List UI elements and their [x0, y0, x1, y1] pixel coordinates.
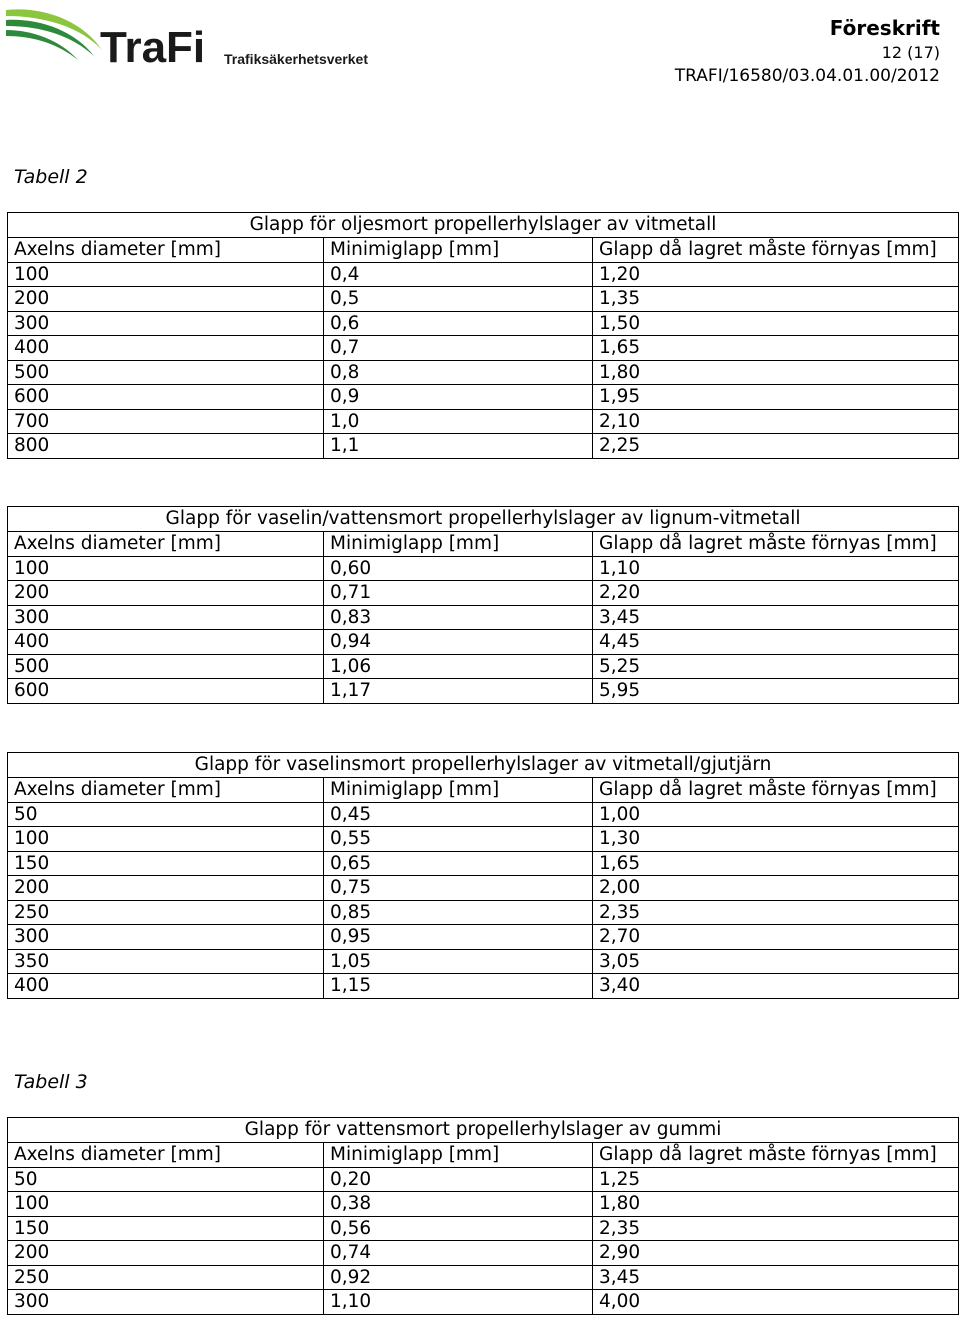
- cell-diameter: 100: [8, 827, 324, 852]
- logo-wordmark: TraFi: [100, 23, 206, 66]
- table-row: [8, 1265, 959, 1290]
- cell-diameter: 200: [8, 287, 324, 312]
- table-row: [8, 385, 959, 410]
- cell-renewal-clearance: 1,25: [593, 1167, 959, 1192]
- cell-min-clearance: 0,92: [324, 1265, 593, 1290]
- cell-min-clearance: 0,83: [324, 605, 593, 630]
- cell-diameter: 400: [8, 974, 324, 999]
- table-row: [8, 802, 959, 827]
- cell-renewal-clearance: 3,45: [593, 605, 959, 630]
- cell-min-clearance: 1,10: [324, 1290, 593, 1315]
- table-row: [8, 1192, 959, 1217]
- cell-renewal-clearance: 1,50: [593, 311, 959, 336]
- cell-renewal-clearance: 1,00: [593, 802, 959, 827]
- cell-diameter: 50: [8, 1167, 324, 1192]
- table-title-row: [8, 213, 959, 238]
- table-title-row: [8, 507, 959, 532]
- cell-diameter: 200: [8, 876, 324, 901]
- cell-diameter: 300: [8, 605, 324, 630]
- table-row: [8, 287, 959, 312]
- cell-min-clearance: 0,55: [324, 827, 593, 852]
- header-renewal-clearance: Glapp då lagret måste förnyas [mm]: [593, 1143, 959, 1168]
- cell-renewal-clearance: 5,95: [593, 679, 959, 704]
- cell-min-clearance: 0,5: [324, 287, 593, 312]
- cell-min-clearance: 0,60: [324, 556, 593, 581]
- cell-renewal-clearance: 1,65: [593, 336, 959, 361]
- cell-renewal-clearance: 2,00: [593, 876, 959, 901]
- header-min-clearance: Minimiglapp [mm]: [324, 238, 593, 263]
- table-row: [8, 605, 959, 630]
- cell-diameter: 200: [8, 581, 324, 606]
- table-row: [8, 1167, 959, 1192]
- cell-diameter: 150: [8, 851, 324, 876]
- trafi-logo: [2, 2, 392, 66]
- cell-min-clearance: 0,71: [324, 581, 593, 606]
- table-row: [8, 1216, 959, 1241]
- document-type: Föreskrift: [829, 16, 940, 40]
- cell-renewal-clearance: 1,20: [593, 262, 959, 287]
- cell-min-clearance: 0,85: [324, 900, 593, 925]
- cell-renewal-clearance: 1,80: [593, 360, 959, 385]
- cell-renewal-clearance: 5,25: [593, 654, 959, 679]
- cell-diameter: 300: [8, 1290, 324, 1315]
- table-row: [8, 556, 959, 581]
- cell-diameter: 400: [8, 336, 324, 361]
- cell-renewal-clearance: 3,40: [593, 974, 959, 999]
- cell-renewal-clearance: 4,45: [593, 630, 959, 655]
- cell-min-clearance: 0,38: [324, 1192, 593, 1217]
- cell-min-clearance: 1,0: [324, 409, 593, 434]
- document-reference: TRAFI/16580/03.04.01.00/2012: [674, 66, 940, 86]
- table-2-caption: Tabell 2: [14, 166, 88, 188]
- header-diameter: Axelns diameter [mm]: [8, 238, 324, 263]
- table-row: [8, 876, 959, 901]
- cell-diameter: 700: [8, 409, 324, 434]
- table-row: [8, 630, 959, 655]
- table-row: [8, 654, 959, 679]
- table-row: [8, 974, 959, 999]
- header-renewal-clearance: Glapp då lagret måste förnyas [mm]: [593, 532, 959, 557]
- cell-min-clearance: 0,7: [324, 336, 593, 361]
- cell-renewal-clearance: 2,90: [593, 1241, 959, 1266]
- cell-diameter: 250: [8, 1265, 324, 1290]
- table-row: [8, 311, 959, 336]
- trafi-logo-mark: [2, 2, 392, 66]
- cell-min-clearance: 0,95: [324, 925, 593, 950]
- table-title-row: [8, 753, 959, 778]
- cell-diameter: 400: [8, 630, 324, 655]
- cell-renewal-clearance: 2,35: [593, 1216, 959, 1241]
- cell-diameter: 200: [8, 1241, 324, 1266]
- cell-diameter: 300: [8, 925, 324, 950]
- table-header-row: [8, 532, 959, 557]
- cell-min-clearance: 1,06: [324, 654, 593, 679]
- cell-min-clearance: 0,56: [324, 1216, 593, 1241]
- table-3-caption: Tabell 3: [14, 1071, 88, 1093]
- cell-renewal-clearance: 1,10: [593, 556, 959, 581]
- table-title: Glapp för oljesmort propellerhylslager av vitmetall: [8, 213, 959, 238]
- cell-min-clearance: 0,45: [324, 802, 593, 827]
- cell-renewal-clearance: 2,10: [593, 409, 959, 434]
- cell-diameter: 100: [8, 262, 324, 287]
- cell-renewal-clearance: 2,25: [593, 434, 959, 459]
- header-min-clearance: Minimiglapp [mm]: [324, 778, 593, 803]
- table-row: [8, 1290, 959, 1315]
- cell-renewal-clearance: 1,35: [593, 287, 959, 312]
- cell-diameter: 300: [8, 311, 324, 336]
- table-header-row: [8, 778, 959, 803]
- cell-min-clearance: 1,17: [324, 679, 593, 704]
- cell-diameter: 600: [8, 679, 324, 704]
- table-header-row: [8, 1143, 959, 1168]
- cell-renewal-clearance: 2,35: [593, 900, 959, 925]
- table-row: [8, 827, 959, 852]
- cell-renewal-clearance: 1,95: [593, 385, 959, 410]
- header-renewal-clearance: Glapp då lagret måste förnyas [mm]: [593, 778, 959, 803]
- cell-min-clearance: 0,75: [324, 876, 593, 901]
- table-row: [8, 1241, 959, 1266]
- clearance-table-rubber-water: [7, 1117, 959, 1315]
- table-row: [8, 851, 959, 876]
- table-row: [8, 336, 959, 361]
- cell-min-clearance: 0,20: [324, 1167, 593, 1192]
- cell-min-clearance: 0,6: [324, 311, 593, 336]
- table-row: [8, 900, 959, 925]
- header-diameter: Axelns diameter [mm]: [8, 532, 324, 557]
- cell-min-clearance: 0,4: [324, 262, 593, 287]
- cell-diameter: 100: [8, 1192, 324, 1217]
- cell-renewal-clearance: 1,80: [593, 1192, 959, 1217]
- cell-renewal-clearance: 3,05: [593, 949, 959, 974]
- cell-min-clearance: 1,1: [324, 434, 593, 459]
- cell-diameter: 250: [8, 900, 324, 925]
- table-row: [8, 409, 959, 434]
- clearance-table-whitemetal-oil: [7, 212, 959, 459]
- header-diameter: Axelns diameter [mm]: [8, 1143, 324, 1168]
- cell-renewal-clearance: 2,20: [593, 581, 959, 606]
- cell-diameter: 600: [8, 385, 324, 410]
- header-min-clearance: Minimiglapp [mm]: [324, 532, 593, 557]
- cell-min-clearance: 1,05: [324, 949, 593, 974]
- cell-diameter: 500: [8, 654, 324, 679]
- agency-name: Trafiksäkerhetsverket: [224, 51, 368, 66]
- cell-renewal-clearance: 2,70: [593, 925, 959, 950]
- clearance-table-whitemetal-castiron: [7, 752, 959, 999]
- table-row: [8, 262, 959, 287]
- cell-diameter: 50: [8, 802, 324, 827]
- clearance-table-lignum-vaseline: [7, 506, 959, 704]
- cell-renewal-clearance: 1,65: [593, 851, 959, 876]
- table-title-row: [8, 1118, 959, 1143]
- cell-min-clearance: 0,9: [324, 385, 593, 410]
- page-number: 12 (17): [881, 43, 940, 62]
- cell-renewal-clearance: 1,30: [593, 827, 959, 852]
- table-row: [8, 434, 959, 459]
- table-title: Glapp för vaselinsmort propellerhylslager av vitmetall/gjutjärn: [8, 753, 959, 778]
- table-row: [8, 679, 959, 704]
- cell-min-clearance: 0,8: [324, 360, 593, 385]
- table-title: Glapp för vattensmort propellerhylslager av gummi: [8, 1118, 959, 1143]
- cell-renewal-clearance: 4,00: [593, 1290, 959, 1315]
- table-title: Glapp för vaselin/vattensmort propellerhylslager av lignum-vitmetall: [8, 507, 959, 532]
- table-row: [8, 949, 959, 974]
- cell-diameter: 500: [8, 360, 324, 385]
- cell-min-clearance: 1,15: [324, 974, 593, 999]
- header-renewal-clearance: Glapp då lagret måste förnyas [mm]: [593, 238, 959, 263]
- header-diameter: Axelns diameter [mm]: [8, 778, 324, 803]
- table-row: [8, 925, 959, 950]
- cell-min-clearance: 0,94: [324, 630, 593, 655]
- cell-diameter: 100: [8, 556, 324, 581]
- table-row: [8, 581, 959, 606]
- table-header-row: [8, 238, 959, 263]
- header-min-clearance: Minimiglapp [mm]: [324, 1143, 593, 1168]
- cell-diameter: 350: [8, 949, 324, 974]
- cell-min-clearance: 0,74: [324, 1241, 593, 1266]
- cell-diameter: 800: [8, 434, 324, 459]
- table-row: [8, 360, 959, 385]
- cell-min-clearance: 0,65: [324, 851, 593, 876]
- cell-renewal-clearance: 3,45: [593, 1265, 959, 1290]
- cell-diameter: 150: [8, 1216, 324, 1241]
